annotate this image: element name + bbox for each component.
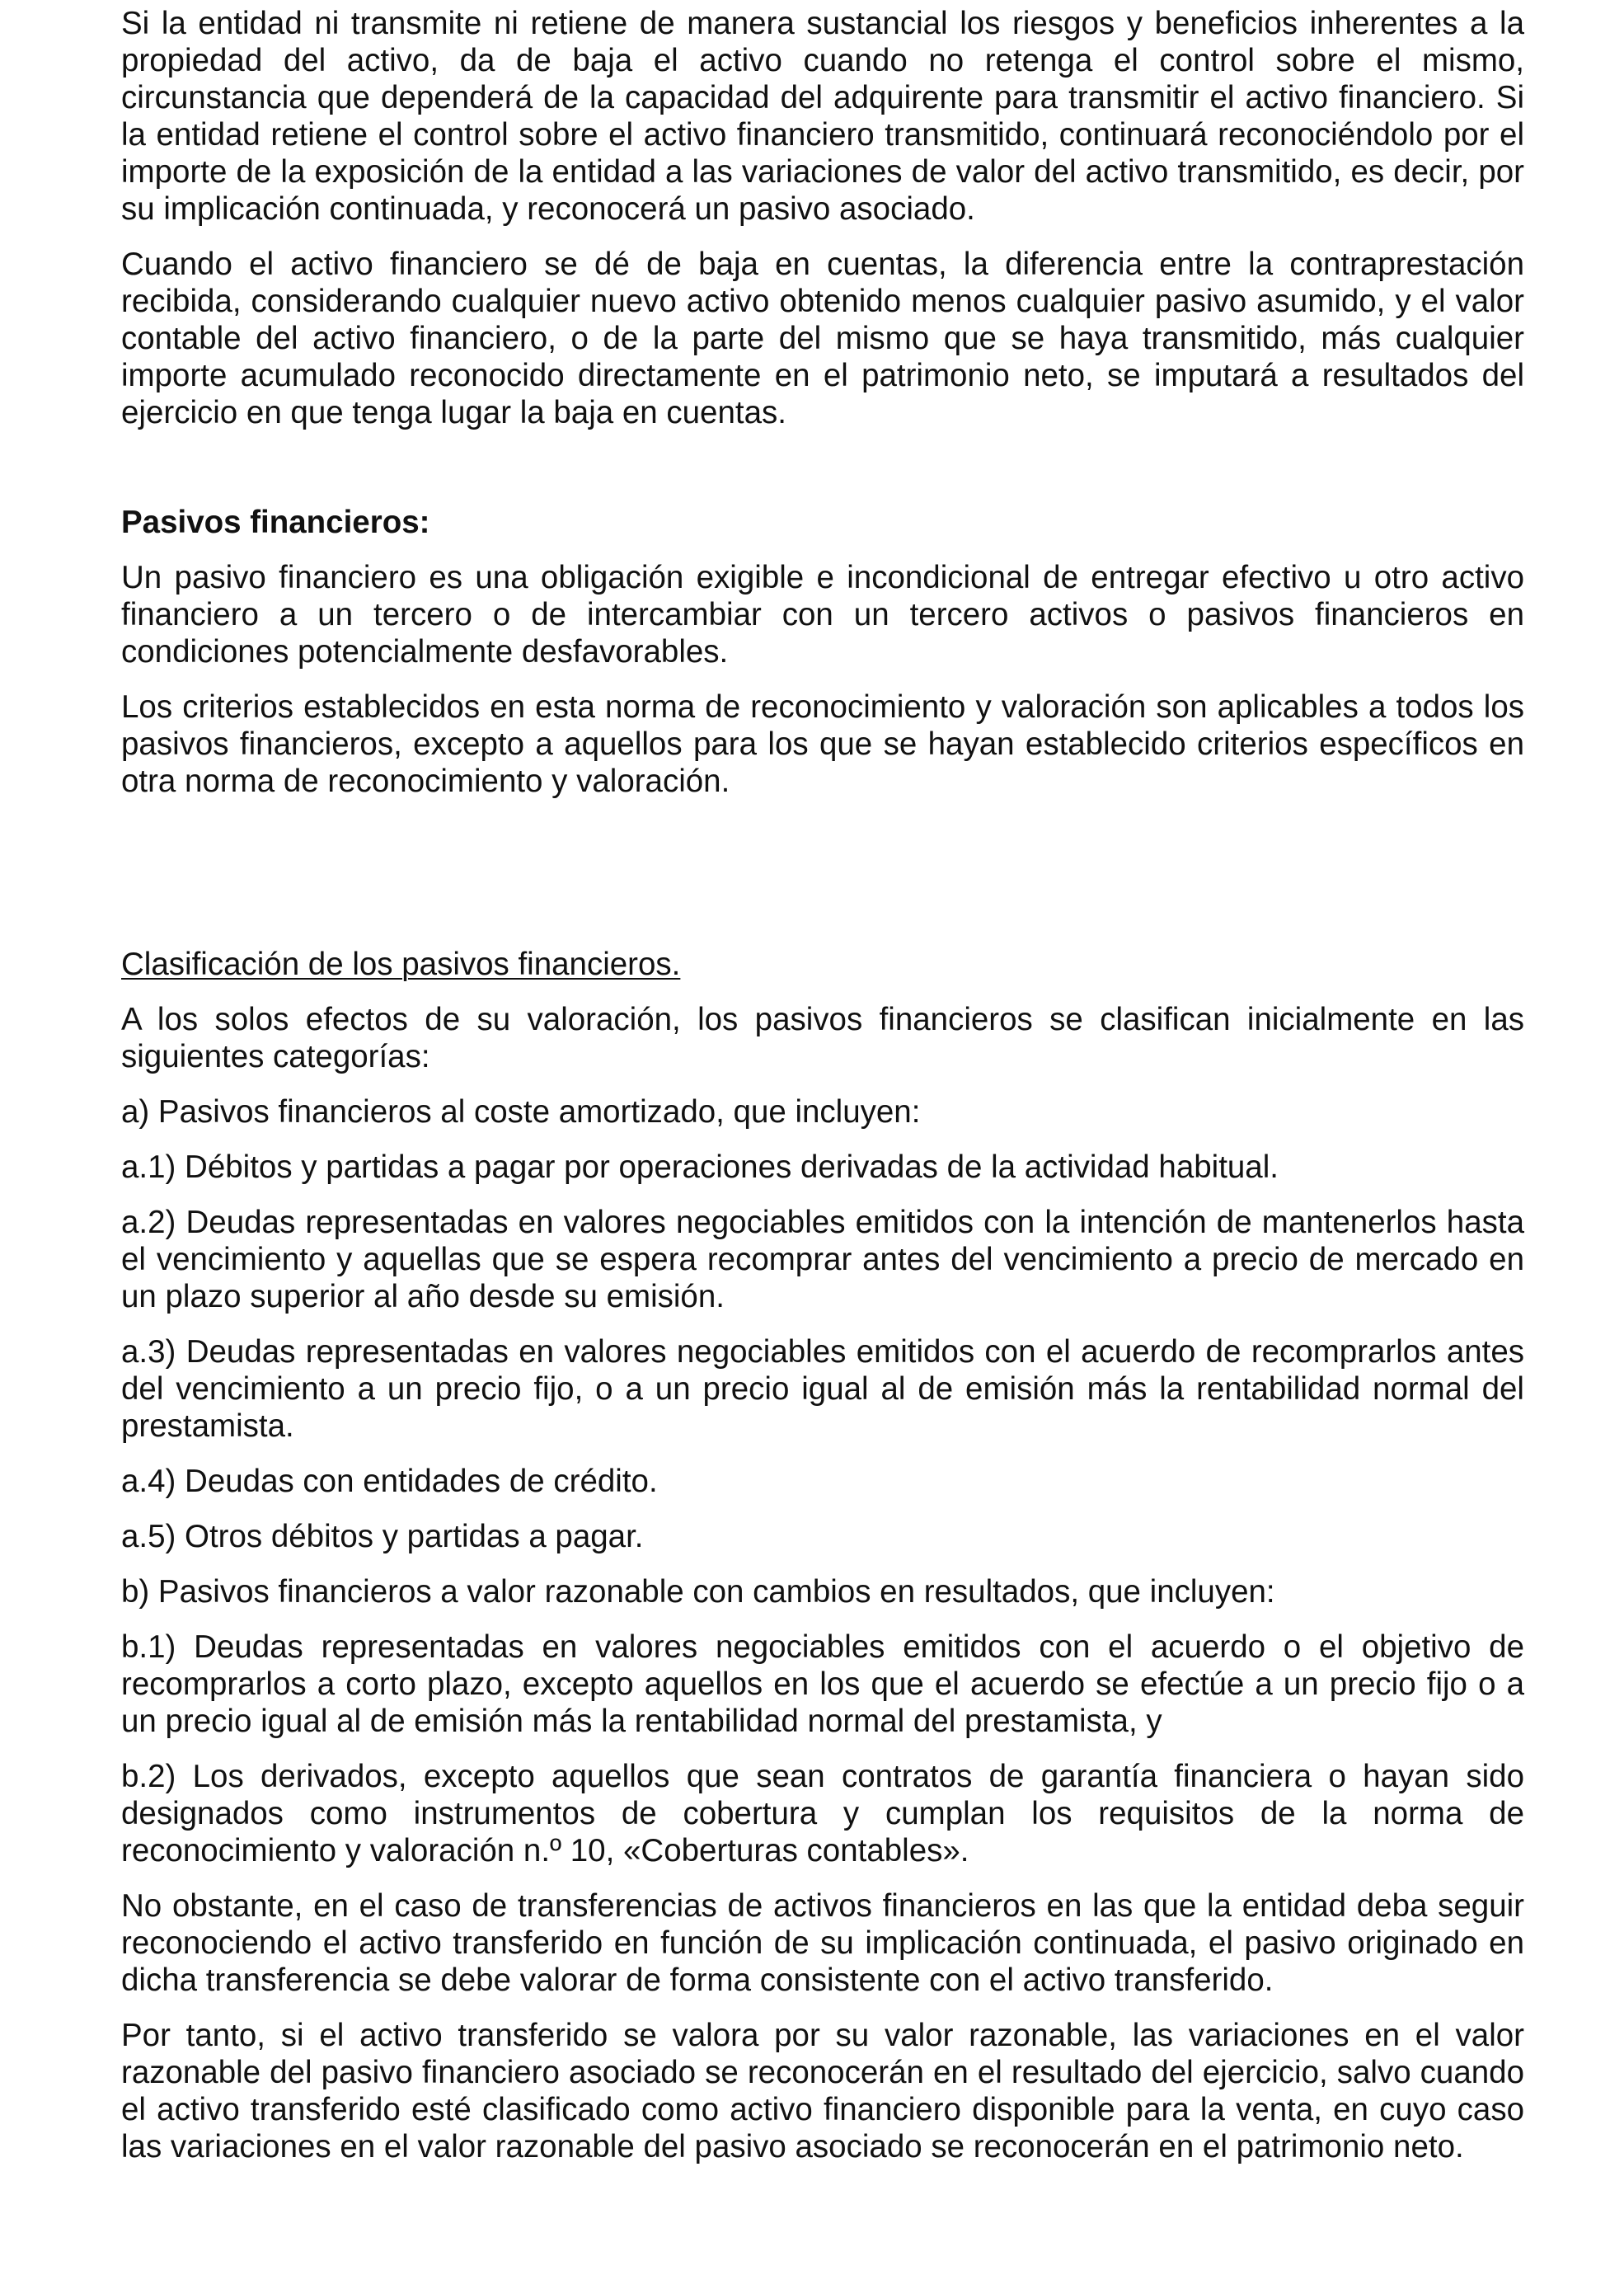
- paragraph-control-activo: Si la entidad ni transmite ni retiene de manera sustancial los riesgos y beneficios inherentes a la propiedad del activo, da de baja el activo cuando no retenga el control sobre el mismo, circunstancia que dependerá de la capacidad del adquirente para transmitir el activo financiero. Si la entidad retiene el control sobre el activo financiero transmitido, continuará reconociéndolo por el importe de la exposición de la entidad a las variaciones de valor del activo transmitido, es decir, por su implicación continuada, y reconocerá un pasivo asociado.: [121, 6, 1524, 227]
- paragraph-definicion-pasivo: Un pasivo financiero es una obligación exigible e incondicional de entregar efectivo u otro activo financiero a un tercero o de intercambiar con un tercero activos o pasivos financieros en condiciones potencialmente desfavorables.: [121, 560, 1524, 670]
- paragraph-baja-cuentas: Cuando el activo financiero se dé de baja en cuentas, la diferencia entre la contraprestación recibida, considerando cualquier nuevo activo obtenido menos cualquier pasivo asumido, y el valor contable del activo financiero, o de la parte del mismo que se haya transmitido, más cualquier importe acumulado reconocido directamente en el patrimonio neto, se imputará a resultados del ejercicio en que tenga lugar la baja en cuentas.: [121, 247, 1524, 430]
- paragraph-no-obstante: No obstante, en el caso de transferencias de activos financieros en las que la entidad deba seguir reconociendo el activo transferido en función de su implicación continuada, el pasivo originado en dicha transferencia se debe valorar de forma consistente con el activo transferido.: [121, 1888, 1524, 1998]
- subheading-clasificacion: Clasificación de los pasivos financieros.: [121, 947, 681, 982]
- paragraph-categorias-intro: A los solos efectos de su valoración, los pasivos financieros se clasifican inicialmente en las siguientes categorías:: [121, 1002, 1524, 1074]
- spacer: [121, 449, 1524, 504]
- document-page: [121, 5, 1524, 2183]
- list-item-b: b) Pasivos financieros a valor razonable con cambios en resultados, que incluyen:: [121, 1574, 1275, 1610]
- list-item-a1: a.1) Débitos y partidas a pagar por operaciones derivadas de la actividad habitual.: [121, 1149, 1279, 1185]
- list-item-b2: b.2) Los derivados, excepto aquellos que sean contratos de garantía financiera o hayan sido designados como instrumentos de cobertura y cumplan los requisitos de la norma de reconocimiento y valoración n.º 10, «Coberturas contables».: [121, 1759, 1524, 1868]
- list-item-a2: a.2) Deudas representadas en valores negociables emitidos con la intención de mantenerlos hasta el vencimiento y aquellas que se espera recomprar antes del vencimiento a precio de mercado en un plazo superior al año desde su emisión.: [121, 1205, 1524, 1314]
- spacer: [121, 818, 1524, 946]
- list-item-a: a) Pasivos financieros al coste amortizado, que incluyen:: [121, 1094, 921, 1130]
- paragraph-criterios: Los criterios establecidos en esta norma de reconocimiento y valoración son aplicables a todos los pasivos financieros, excepto a aquellos para los que se hayan establecido criterios específicos en otra norma de reconocimiento y valoración.: [121, 689, 1524, 799]
- section-heading-pasivos: Pasivos financieros:: [121, 505, 430, 540]
- list-item-a4: a.4) Deudas con entidades de crédito.: [121, 1464, 658, 1499]
- list-item-b1: b.1) Deudas representadas en valores negociables emitidos con el acuerdo o el objetivo de recomprarlos a corto plazo, excepto aquellos en los que el acuerdo se efectúe a un precio fijo o a un precio igual al de emisión más la rentabilidad normal del prestamista, y: [121, 1629, 1524, 1739]
- paragraph-por-tanto: Por tanto, si el activo transferido se valora por su valor razonable, las variaciones en el valor razonable del pasivo financiero asociado se reconocerán en el resultado del ejercicio, salvo cuando el activo transferido esté clasificado como activo financiero disponible para la venta, en cuyo caso las variaciones en el valor razonable del pasivo asociado se reconocerán en el patrimonio neto.: [121, 2018, 1524, 2164]
- list-item-a5: a.5) Otros débitos y partidas a pagar.: [121, 1519, 644, 1554]
- list-item-a3: a.3) Deudas representadas en valores negociables emitidos con el acuerdo de recomprarlos antes del vencimiento a un precio fijo, o a un precio igual al de emisión más la rentabilidad normal del prestamista.: [121, 1334, 1524, 1444]
